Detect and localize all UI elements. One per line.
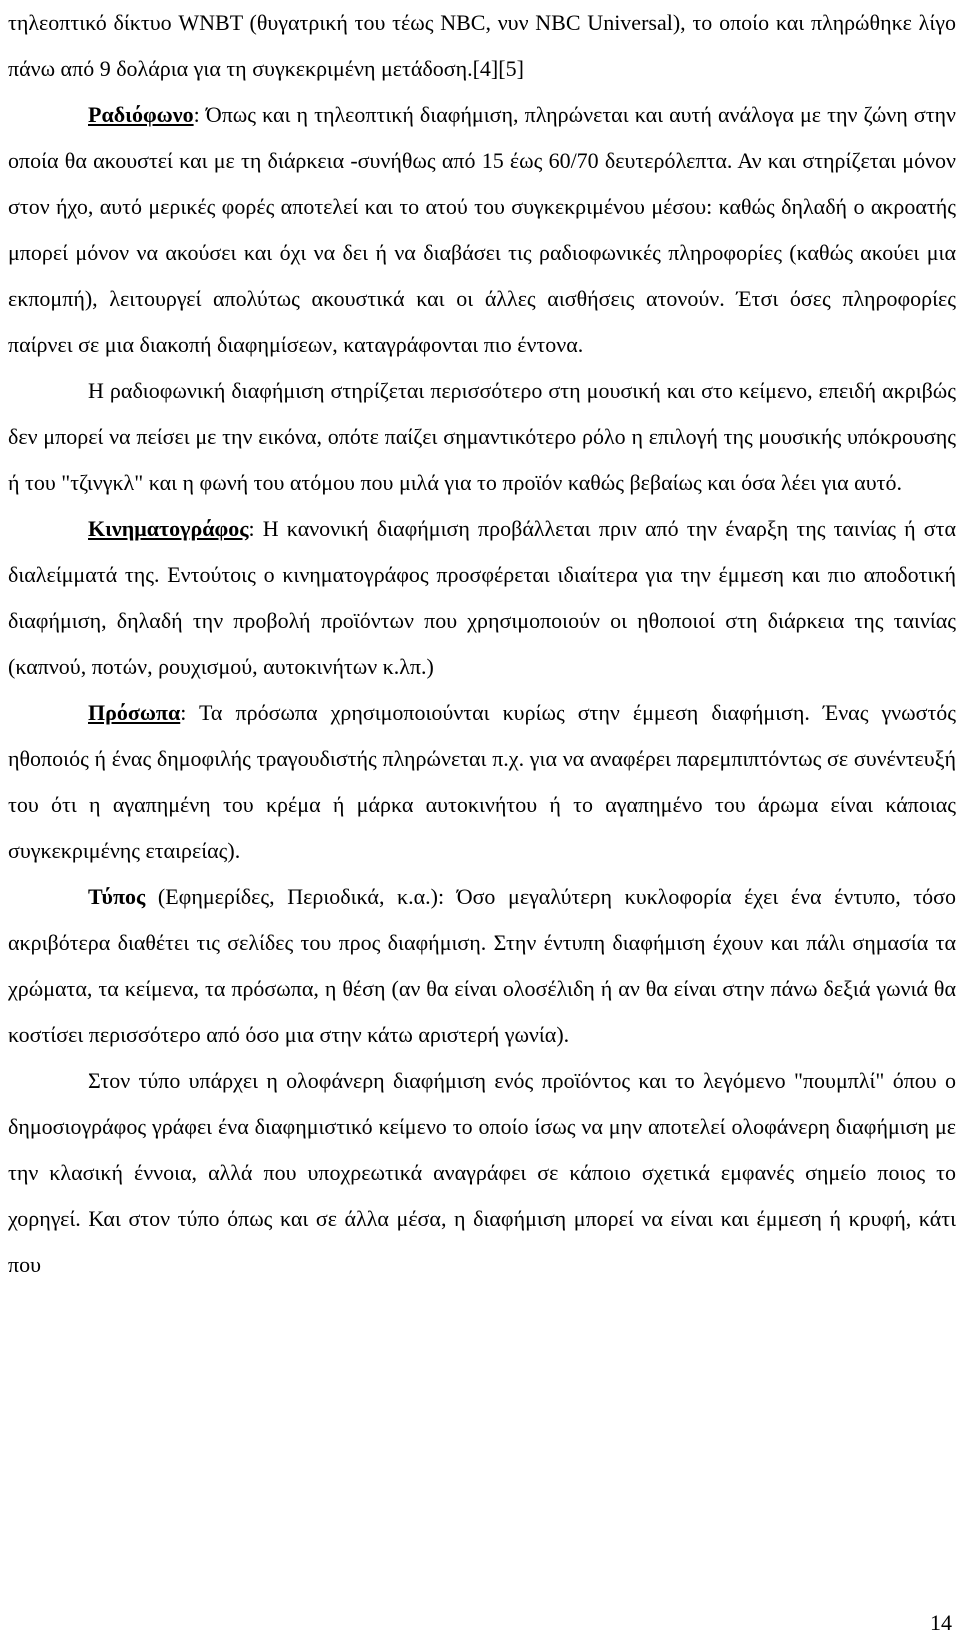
paragraph-text: τηλεοπτικό δίκτυο WNBT (θυγατρική του τέως NBC, νυν NBC Universal), το οποίο και πληρώθηκε λίγο πάνω από 9 δολάρια για τη συγκεκριμένη μετάδοση.[4][5] [8, 10, 956, 81]
paragraph-press [8, 874, 956, 1058]
paragraph-text: (Εφημερίδες, Περιοδικά, κ.α.): Όσο μεγαλύτερη κυκλοφορία έχει ένα έντυπο, τόσο ακριβότερα διαθέτει τις σελίδες του προς διαφήμιση. Στην έντυπη διαφήμιση έχουν και πάλι σημασία τα χρώματα, τα κείμενα, τα πρόσωπα, η θέση (αν θα είναι ολοσέλιδη ή αν θα είναι στην πάνω δεξιά γωνιά θα κοστίσει περισσότερο από όσο μια στην κάτω αριστερή γωνία). [8, 884, 956, 1047]
paragraph-wnbt [8, 0, 956, 92]
paragraph-text: Στον τύπο υπάρχει η ολοφάνερη διαφήμιση ενός προϊόντος και το λεγόμενο "πουμπλί" όπου ο δημοσιογράφος γράφει ένα διαφημιστικό κείμενο το οποίο ίσως να μην αποτελεί ολοφάνερη διαφήμιση με την κλασική έννοια, αλλά που υποχρεωτικά αναγράφει σε κάποιο σχετικά εμφανές σημείο ποιος το χορηγεί. Και στον τύπο όπως και σε άλλα μέσα, η διαφήμιση μπορεί να είναι και έμμεση ή κρυφή, κάτι που [8, 1068, 956, 1277]
page-number: 14 [930, 1610, 952, 1635]
paragraph-text: Η ραδιοφωνική διαφήμιση στηρίζεται περισσότερο στη μουσική και στο κείμενο, επειδή ακριβώς δεν μπορεί να πείσει με την εικόνα, οπότε παίζει σημαντικότερο ρόλο η επιλογή της μουσικής υπόκρουσης ή του "τζινγκλ" και η φωνή του ατόμου που μιλά για το προϊόν καθώς βεβαίως και όσα λέει για αυτό. [8, 378, 956, 495]
paragraph-cinema [8, 506, 956, 690]
paragraph-text: : Όπως και η τηλεοπτική διαφήμιση, πληρώνεται και αυτή ανάλογα με την ζώνη στην οποία θα ακουστεί και με τη διάρκεια -συνήθως από 15 έως 60/70 δευτερόλεπτα. Αν και στηρίζεται μόνον στον ήχο, αυτό μερικές φορές αποτελεί και το ατού του συγκεκριμένου μέσου: καθώς δηλαδή ο ακροατής μπορεί μόνον να ακούσει και όχι να δει ή να διαβάσει τις ραδιοφωνικές πληροφορίες (καθώς ακούει μια εκπομπή), λειτουργεί απολύτως ακουστικά και οι άλλες αισθήσεις ατονούν. Έτσι όσες πληροφορίες παίρνει σε μια διακοπή διαφημίσεων, καταγράφονται πιο έντονα. [8, 102, 956, 357]
paragraph-persons [8, 690, 956, 874]
paragraph-radio [8, 92, 956, 368]
document-page [8, 0, 956, 1647]
paragraph-press-advertorial [8, 1058, 956, 1288]
paragraph-radio-ad [8, 368, 956, 506]
term-press: Τύπος [88, 884, 146, 909]
document-body [8, 0, 956, 1288]
paragraph-text: : Η κανονική διαφήμιση προβάλλεται πριν από την έναρξη της ταινίας ή στα διαλείμματά της. Εντούτοις ο κινηματογράφος προσφέρεται ιδιαίτερα για την έμμεση και πιο αποδοτική διαφήμιση, δηλαδή την προβολή προϊόντων που χρησιμοποιούν οι ηθοποιοί στη διάρκεια της ταινίας (καπνού, ποτών, ρουχισμού, αυτοκινήτων κ.λπ.) [8, 516, 956, 679]
term-cinema: Κινηματογράφος [88, 516, 249, 541]
paragraph-text: : Τα πρόσωπα χρησιμοποιούνται κυρίως στην έμμεση διαφήμιση. Ένας γνωστός ηθοποιός ή ένας δημοφιλής τραγουδιστής πληρώνεται π.χ. για να αναφέρει παρεμπιπτόντως σε συνέντευξή του ότι η αγαπημένη του κρέμα ή μάρκα αυτοκινήτου ή το αγαπημένο του άρωμα είναι κάποιας συγκεκριμένης εταιρείας). [8, 700, 956, 863]
term-radio: Ραδιόφωνο [88, 102, 194, 127]
term-persons: Πρόσωπα [88, 700, 181, 725]
